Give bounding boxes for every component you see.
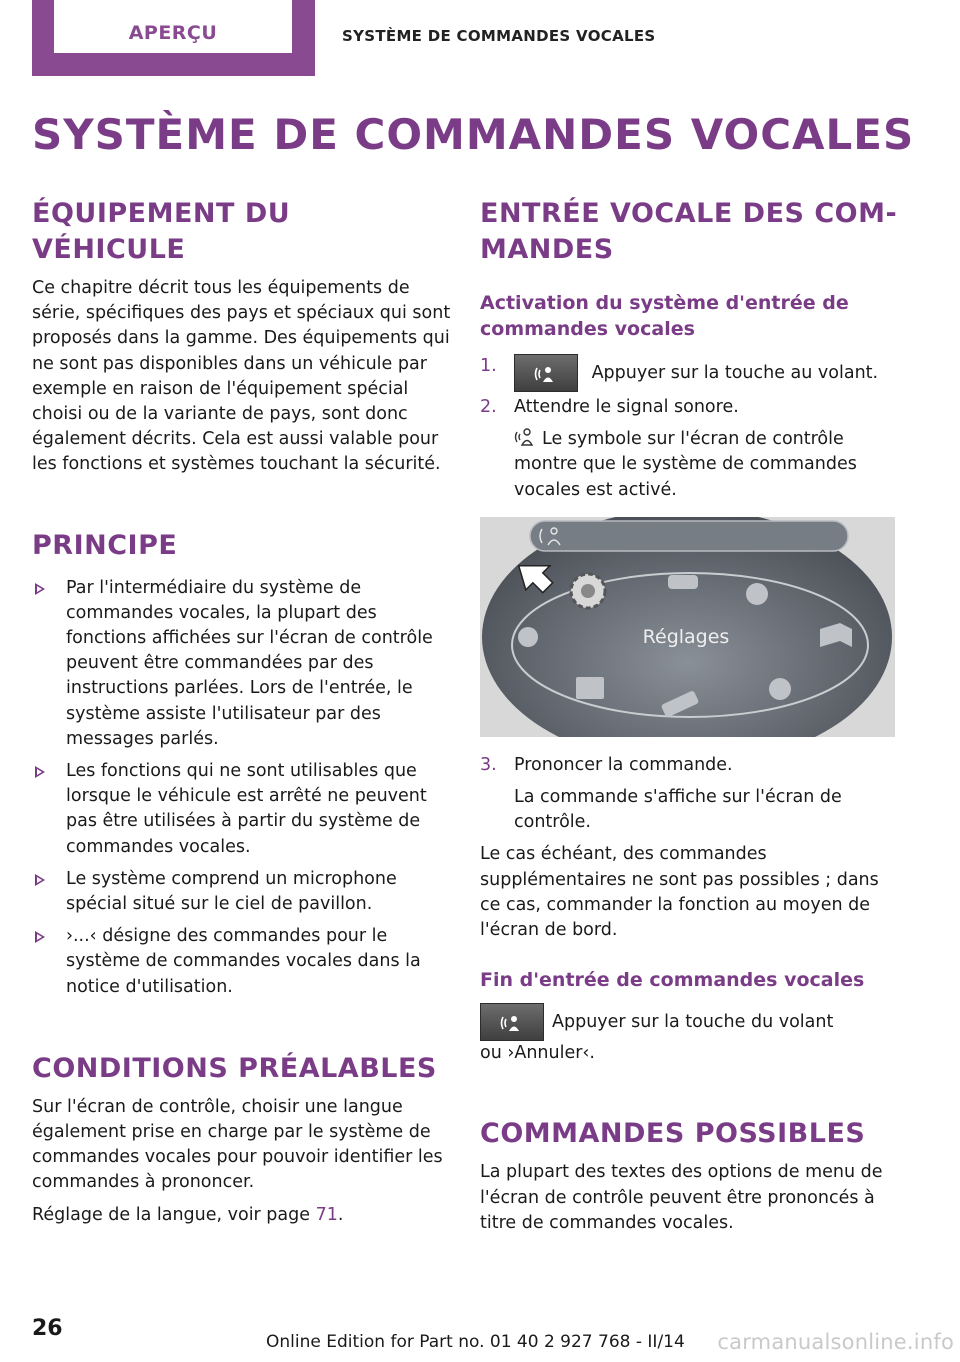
activation-note: Le cas échéant, des commandes supplémentaires ne sont pas possibles ; dans ce cas, commander la fonction au moyen de l'écran de bord. xyxy=(480,844,879,941)
heading-entree: ENTRÉE VOCALE DES COM- MANDES xyxy=(480,198,898,265)
list-item: Les fonctions qui ne sont utilisables que lorsque le véhicule est arrêté ne peuvent pas être utilisées à partir du système de commandes vocales. xyxy=(32,759,452,860)
page-link[interactable]: 71 xyxy=(315,1204,338,1225)
possibles-text: La plupart des textes des options de menu de l'écran de contrôle peuvent être prononcés à titre de commandes vocales. xyxy=(480,1162,883,1233)
heading-fin: Fin d'entrée de commandes vocales xyxy=(480,969,865,992)
step-item: 1. Appuyer sur la touche au volant. xyxy=(480,354,900,392)
triangle-bullet-icon xyxy=(35,766,45,778)
list-item: ›...‹ désigne des commandes pour le système de commandes vocales dans la notice d'utilisation. xyxy=(32,924,452,1000)
step-item: 2. Attendre le signal sonore. Le symbole sur l'écran de contrôle montre que le système de commandes vocales est activé. xyxy=(480,397,857,500)
heading-possibles: COMMANDES POSSIBLES xyxy=(480,1118,866,1150)
principe-list xyxy=(32,576,452,1000)
triangle-bullet-icon xyxy=(35,931,45,943)
heading-equipement: ÉQUIPEMENT DU VÉHICULE xyxy=(32,198,291,265)
control-display-image xyxy=(480,517,895,737)
step-item: 3. Prononcer la commande. La commande s'affiche sur l'écran de contrôle. xyxy=(480,754,842,833)
voice-active-symbol-icon xyxy=(514,427,536,447)
voice-command-button-icon xyxy=(480,1003,544,1041)
heading-principe: PRINCIPE xyxy=(32,529,178,561)
activation-steps xyxy=(480,354,900,503)
voice-command-button-icon xyxy=(514,354,578,392)
edition-info: Online Edition for Part no. 01 40 2 927 768 - II/14 xyxy=(266,1332,685,1352)
page-title: SYSTÈME DE COMMANDES VOCALES xyxy=(32,110,915,159)
triangle-bullet-icon xyxy=(35,583,45,595)
left-column xyxy=(32,196,452,1228)
header-tab-label: APERÇU xyxy=(128,22,218,44)
triangle-bullet-icon xyxy=(35,874,45,886)
step-number: 1. xyxy=(480,356,497,376)
header-section-title: SYSTÈME DE COMMANDES VOCALES xyxy=(342,27,656,45)
heading-activation: Activation du système d'entrée de commandes vocales xyxy=(480,292,849,340)
screen-menu-label: Réglages xyxy=(642,625,730,648)
conditions-text: Sur l'écran de contrôle, choisir une langue également prise en charge par le système de commandes vocales pour pouvoir identifier les commandes à prononcer. xyxy=(32,1096,443,1193)
step-number: 3. xyxy=(480,754,497,775)
fin-text: Appuyer sur la touche du volant ou ›Annuler‹. xyxy=(480,1003,900,1066)
activation-steps-continued xyxy=(480,753,900,836)
list-item: Le système comprend un microphone spécial situé sur le ciel de pavillon. xyxy=(32,867,452,917)
page-number: 26 xyxy=(32,1316,63,1341)
header-tab-inner xyxy=(54,0,292,53)
step-number: 2. xyxy=(480,397,497,417)
language-reference: Réglage de la langue, voir page 71. xyxy=(32,1204,344,1225)
settings-gear-icon xyxy=(571,574,605,608)
header-tab[interactable] xyxy=(32,0,315,76)
right-column xyxy=(480,196,900,1236)
list-item: Par l'intermédiaire du système de commandes vocales, la plupart des fonctions affichées sur l'écran de contrôle peuvent être commandées par des instructions parlées. Lors de l'entrée, le système assiste l'utilisateur par des messages parlés. xyxy=(32,576,452,752)
equipement-text: Ce chapitre décrit tous les équipements de série, spécifiques des pays et spéciaux qui sont proposés dans la gamme. Des équipements qui ne sont pas disponibles dans un véhicule par exemple en raison de l'équipement spécial choisi ou de la variante de pays, sont donc également décrits. Cela est aussi valable pour les fonctions et systèmes touchant la sécurité. xyxy=(32,278,451,475)
heading-conditions: CONDITIONS PRÉALABLES xyxy=(32,1052,437,1084)
watermark: carmanualsonline.info xyxy=(717,1330,954,1354)
